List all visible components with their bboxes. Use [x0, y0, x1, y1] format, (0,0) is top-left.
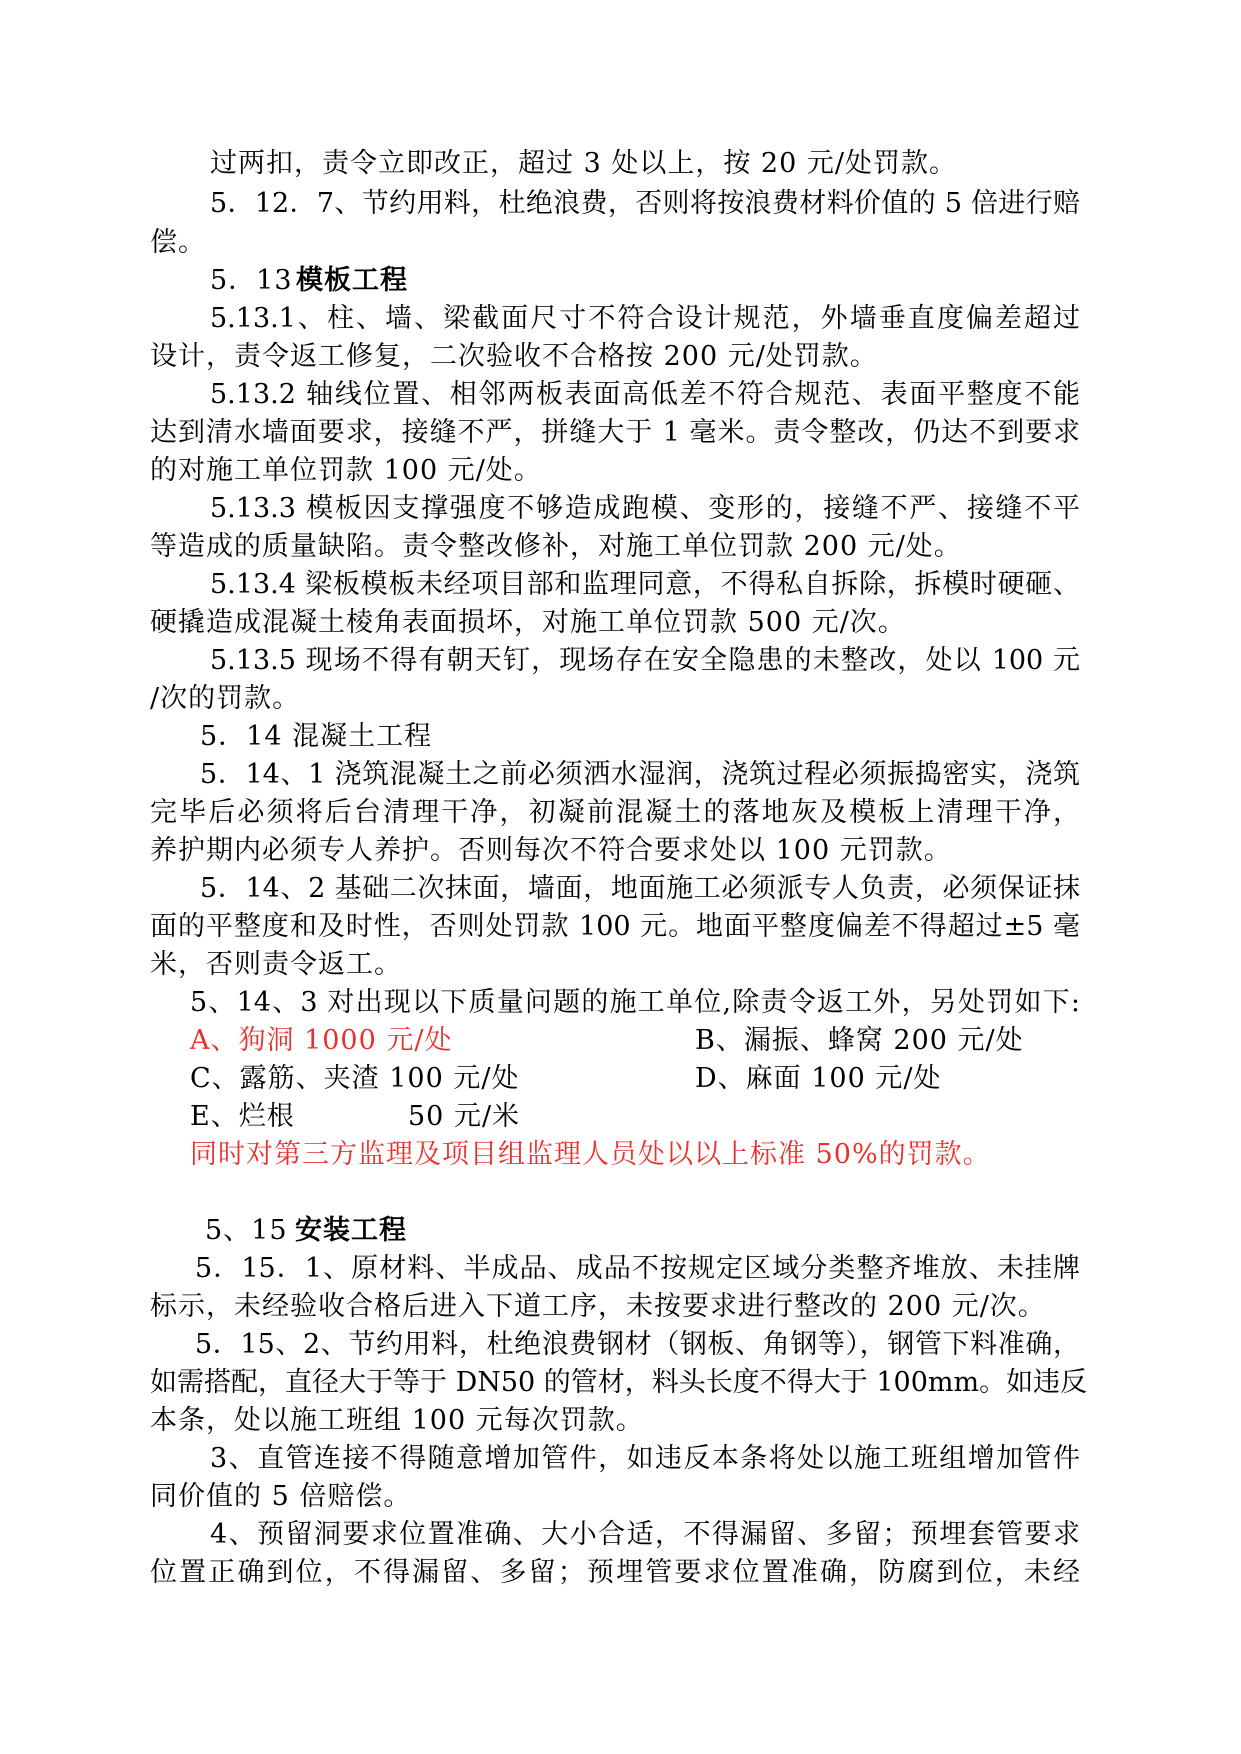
text-line: 5．15、2、节约用料，杜绝浪费钢材（钢板、角钢等），钢管下料准确，	[195, 1329, 1080, 1360]
text-line: 3、直管连接不得随意增加管件，如违反本条将处以施工班组增加管件	[210, 1443, 1080, 1474]
text-line: 位置正确到位，不得漏留、多留；预埋管要求位置准确，防腐到位，未经	[150, 1557, 1080, 1588]
text-line: 达到清水墙面要求，接缝不严，拼缝大于 1 毫米。责令整改，仍达不到要求	[150, 417, 1080, 448]
text-line: 偿。	[150, 227, 206, 258]
text-line: 米，否则责令返工。	[150, 949, 402, 980]
text-line: 标示，未经验收合格后进入下道工序，未按要求进行整改的 200 元/次。	[150, 1291, 1046, 1322]
text-line: /次的罚款。	[150, 683, 301, 714]
text-line: 5.13.4 梁板模板未经项目部和监理同意，不得私自拆除，拆模时硬砸、	[210, 569, 1080, 600]
list-item-e: E、烂根	[190, 1101, 295, 1132]
text-line: 设计，责令返工修复，二次验收不合格按 200 元/处罚款。	[150, 341, 878, 372]
list-item-b: B、漏振、蜂窝 200 元/处	[695, 1025, 1024, 1056]
text-line: 5.13.2 轴线位置、相邻两板表面高低差不符合规范、表面平整度不能	[210, 379, 1080, 410]
text-line: 5.13.1、柱、墙、梁截面尺寸不符合设计规范，外墙垂直度偏差超过	[210, 303, 1080, 334]
text-line: 的对施工单位罚款 100 元/处。	[150, 455, 542, 486]
text-line: 5．14、1 浇筑混凝土之前必须洒水湿润，浇筑过程必须振捣密实，浇筑	[200, 759, 1080, 790]
text-line: 5、14、3 对出现以下质量问题的施工单位,除责令返工外，另处罚如下:	[190, 987, 1080, 1018]
text-line: 硬撬造成混凝土棱角表面损坏，对施工单位罚款 500 元/次。	[150, 607, 906, 638]
text-line: 过两扣，责令立即改正，超过 3 处以上，按 20 元/处罚款。	[210, 148, 957, 179]
section-heading: 安装工程	[295, 1215, 407, 1246]
text-line: 面的平整度和及时性，否则处罚款 100 元。地面平整度偏差不得超过±5 毫	[150, 911, 1080, 942]
text-line: 如需搭配，直径大于等于 DN50 的管材，料头长度不得大于 100mm。如违反	[150, 1367, 1088, 1398]
text-line: 完毕后必须将后台清理干净，初凝前混凝土的落地灰及模板上清理干净，	[150, 797, 1080, 828]
section-number: 5、15	[205, 1215, 288, 1246]
section-heading: 5．14 混凝土工程	[200, 721, 433, 752]
text-line: 5．14、2 基础二次抹面，墙面，地面施工必须派专人负责，必须保证抹	[200, 873, 1080, 904]
highlight-note: 同时对第三方监理及项目组监理人员处以以上标准 50%的罚款。	[190, 1139, 991, 1170]
text-line: 等造成的质量缺陷。责令整改修补，对施工单位罚款 200 元/处。	[150, 531, 962, 562]
list-item-e-value: 50 元/米	[408, 1101, 521, 1132]
text-line: 4、预留洞要求位置准确、大小合适，不得漏留、多留；预埋套管要求	[210, 1519, 1080, 1550]
list-item-d: D、麻面 100 元/处	[695, 1063, 942, 1094]
section-heading: 模板工程	[296, 265, 408, 296]
section-number: 5．13	[210, 265, 293, 296]
text-line: 5．15．1、原材料、半成品、成品不按规定区域分类整齐堆放、未挂牌	[195, 1253, 1080, 1284]
text-line: 5.13.3 模板因支撑强度不够造成跑模、变形的，接缝不严、接缝不平	[210, 493, 1080, 524]
text-line: 养护期内必须专人养护。否则每次不符合要求处以 100 元罚款。	[150, 835, 952, 866]
text-line: 同价值的 5 倍赔偿。	[150, 1481, 412, 1512]
text-line: 5．12．7、节约用料，杜绝浪费，否则将按浪费材料价值的 5 倍进行赔	[210, 188, 1080, 219]
text-line: 5.13.5 现场不得有朝天钉，现场存在安全隐患的未整改，处以 100 元	[210, 645, 1080, 676]
list-item-a: A、狗洞 1000 元/处	[190, 1025, 453, 1056]
list-item-c: C、露筋、夹渣 100 元/处	[190, 1063, 520, 1094]
text-line: 本条，处以施工班组 100 元每次罚款。	[150, 1405, 644, 1436]
